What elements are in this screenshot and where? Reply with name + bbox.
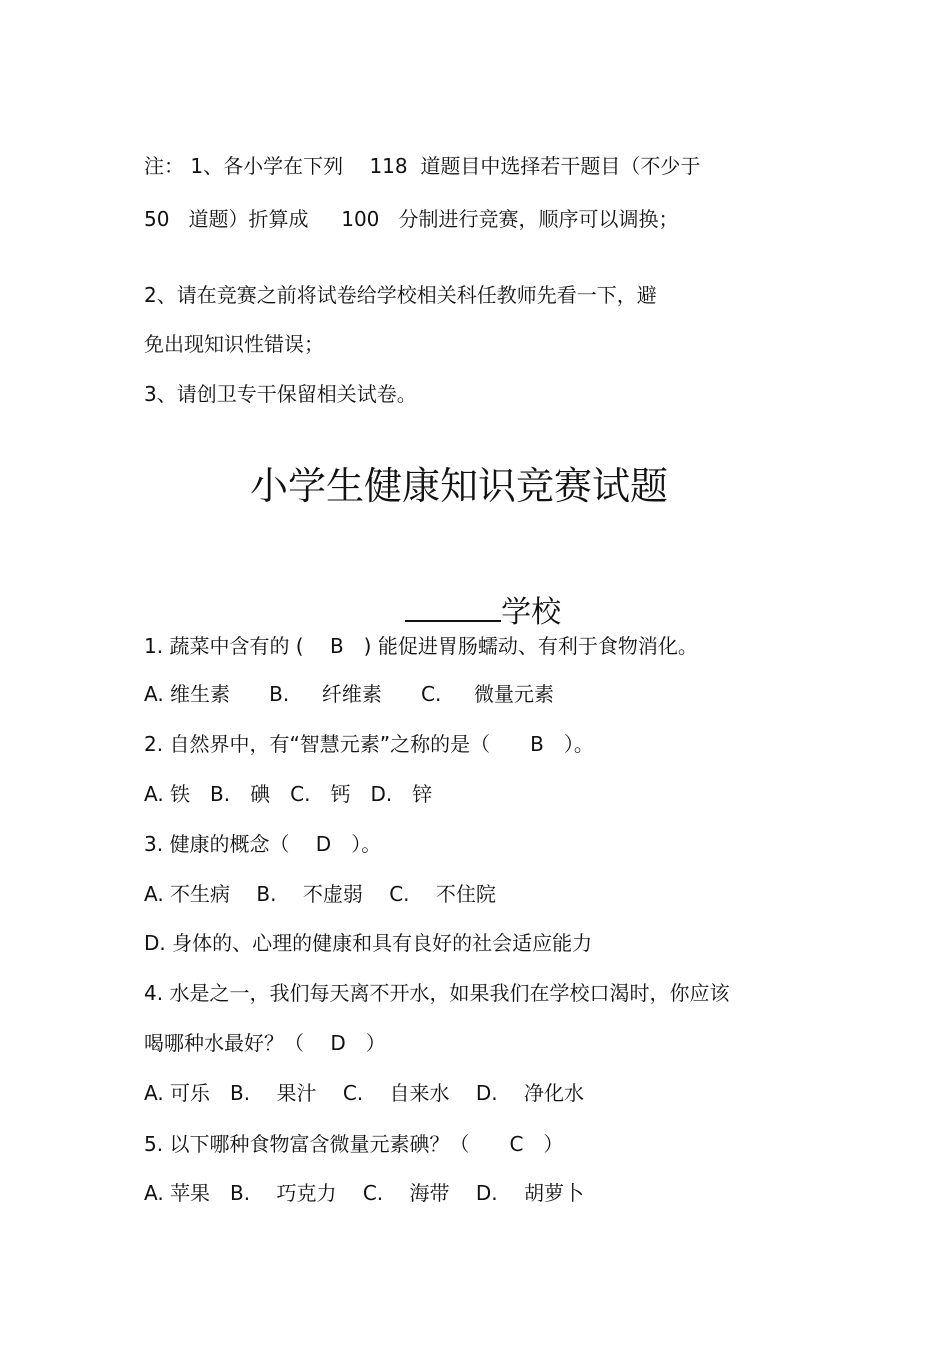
school-blank <box>405 592 501 622</box>
question-5-options: A. 苹果 B. 巧克力 C. 海带 D. 胡萝卜 <box>144 1181 584 1205</box>
note-line-1: 注： 1、各小学在下列 118 道题目中选择若干题目（不少于 <box>144 154 701 178</box>
question-4-cont: 喝哪种水最好？（ D ） <box>144 1031 386 1055</box>
question-3-option-d: D. 身体的、心理的健康和具有良好的社会适应能力 <box>144 931 593 955</box>
page-title: 小学生健康知识竞赛试题 <box>249 464 668 508</box>
question-3: 3. 健康的概念（ D ）。 <box>144 832 382 856</box>
note-line-2: 50 道题）折算成 100 分制进行竞赛，顺序可以调换； <box>144 207 679 231</box>
question-3-options: A. 不生病 B. 不虚弱 C. 不住院 <box>144 882 496 906</box>
question-5: 5. 以下哪种食物富含微量元素碘？（ C ） <box>144 1132 564 1156</box>
note-line-4: 免出现知识性错误； <box>144 332 324 356</box>
question-2-options: A. 铁 B. 碘 C. 钙 D. 锌 <box>144 782 433 806</box>
question-1: 1. 蔬菜中含有的 ( B ) 能促进胃肠蠕动、有利于食物消化。 <box>144 634 698 658</box>
question-4-options: A. 可乐 B. 果汁 C. 自来水 D. 净化水 <box>144 1081 584 1105</box>
note-line-3: 2、请在竞赛之前将试卷给学校相关科任教师先看一下，避 <box>144 283 657 307</box>
question-1-options: A. 维生素 B. 纤维素 C. 微量元素 <box>144 682 555 706</box>
question-2: 2. 自然界中，有“智慧元素”之称的是（ B ）。 <box>144 732 594 756</box>
question-4: 4. 水是之一，我们每天离不开水，如果我们在学校口渴时，你应该 <box>144 981 730 1005</box>
school-line <box>386 552 561 633</box>
school-label: 学校 <box>501 595 562 630</box>
note-line-5: 3、请创卫专干保留相关试卷。 <box>144 382 417 406</box>
